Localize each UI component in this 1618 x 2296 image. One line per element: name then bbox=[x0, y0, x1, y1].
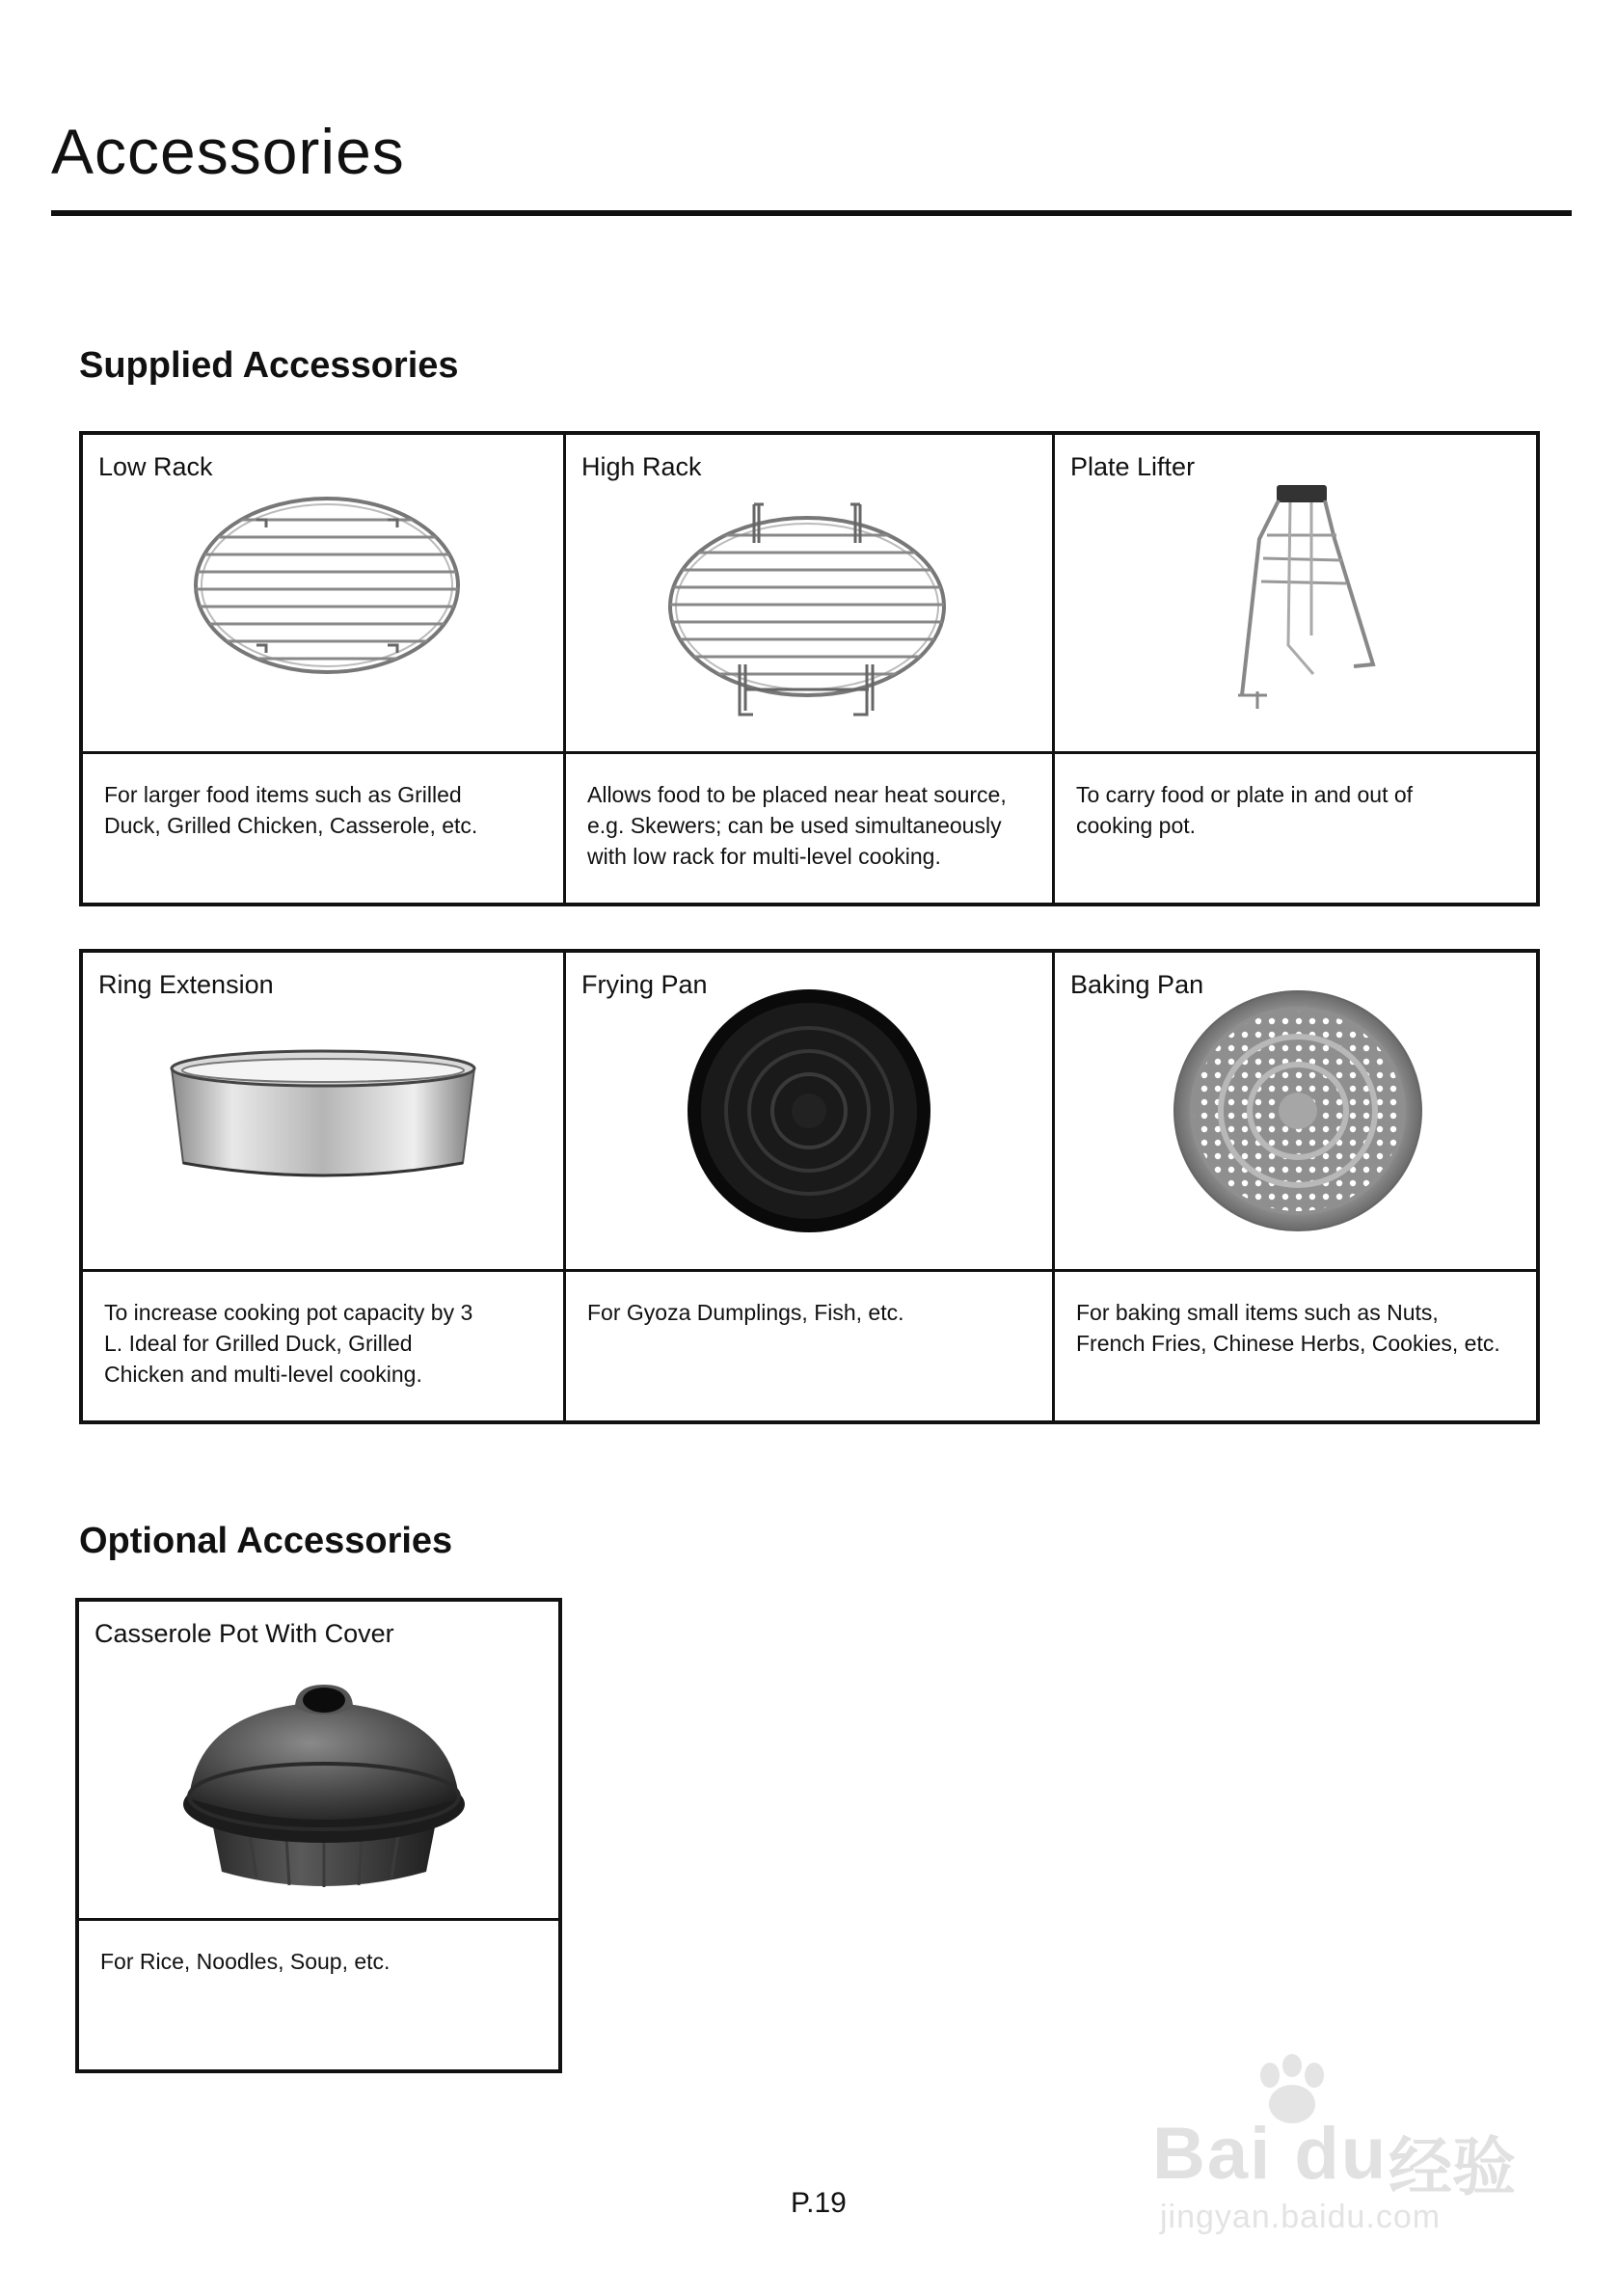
watermark-brand: Bai du bbox=[1152, 2113, 1389, 2195]
casserole-pot-cell bbox=[79, 1602, 558, 1918]
baidu-watermark bbox=[1152, 2054, 1538, 2242]
watermark-sub: 经验 bbox=[1389, 2131, 1516, 2202]
low-rack-image bbox=[189, 491, 465, 680]
low-rack-name: Low Rack bbox=[98, 452, 213, 481]
baking-pan-desc-cell bbox=[1055, 1272, 1536, 1420]
plate-lifter-image bbox=[1228, 481, 1383, 713]
frying-pan-desc-cell bbox=[566, 1272, 1052, 1420]
high-rack-image bbox=[662, 500, 952, 724]
baking-pan-name: Baking Pan bbox=[1070, 970, 1204, 999]
low-rack-cell bbox=[83, 435, 563, 751]
baking-pan-cell bbox=[1055, 953, 1536, 1269]
low-rack-desc-cell bbox=[83, 754, 563, 903]
plate-lifter-description: To carry food or plate in and out of cooking pot. bbox=[1076, 782, 1414, 838]
plate-lifter-name: Plate Lifter bbox=[1070, 452, 1196, 481]
ring-extension-cell bbox=[83, 953, 563, 1269]
ring-extension-image bbox=[164, 1047, 482, 1192]
low-rack-description: For larger food items such as Grilled Duck, Grilled Chicken, Casserole, etc. bbox=[104, 782, 478, 838]
casserole-pot-desc-cell bbox=[79, 1921, 558, 2069]
frying-pan-image bbox=[686, 987, 932, 1234]
frying-pan-cell bbox=[566, 953, 1052, 1269]
plate-lifter-cell bbox=[1055, 435, 1536, 751]
supplied-grid-1 bbox=[79, 431, 1540, 906]
supplied-grid-2 bbox=[79, 949, 1540, 1424]
plate-lifter-desc-cell bbox=[1055, 754, 1536, 903]
optional-heading: Optional Accessories bbox=[79, 1521, 453, 1561]
ring-extension-desc-cell bbox=[83, 1272, 563, 1420]
ring-extension-description: To increase cooking pot capacity by 3 L. Ideal for Grilled Duck, Grilled Chicken and multi-level cooking. bbox=[104, 1300, 473, 1387]
optional-grid bbox=[75, 1598, 562, 2073]
high-rack-desc-cell bbox=[566, 754, 1052, 903]
casserole-pot-image bbox=[179, 1679, 469, 1899]
baking-pan-image bbox=[1171, 987, 1425, 1234]
casserole-pot-description: For Rice, Noodles, Soup, etc. bbox=[100, 1949, 391, 1974]
supplied-heading: Supplied Accessories bbox=[79, 345, 459, 386]
high-rack-cell bbox=[566, 435, 1052, 751]
page-number: P.19 bbox=[791, 2187, 847, 2219]
frying-pan-description: For Gyoza Dumplings, Fish, etc. bbox=[587, 1300, 904, 1325]
high-rack-name: High Rack bbox=[581, 452, 702, 481]
baking-pan-description: For baking small items such as Nuts, French Fries, Chinese Herbs, Cookies, etc. bbox=[1076, 1300, 1500, 1356]
casserole-pot-name: Casserole Pot With Cover bbox=[94, 1619, 394, 1648]
frying-pan-name: Frying Pan bbox=[581, 970, 708, 999]
title-rule bbox=[51, 210, 1572, 216]
watermark-url: jingyan.baidu.com bbox=[1160, 2199, 1442, 2235]
high-rack-description: Allows food to be placed near heat source, e.g. Skewers; can be used simultaneously with low rack for multi-level cooking. bbox=[587, 782, 1007, 869]
page-title: Accessories bbox=[51, 116, 405, 187]
ring-extension-name: Ring Extension bbox=[98, 970, 274, 999]
